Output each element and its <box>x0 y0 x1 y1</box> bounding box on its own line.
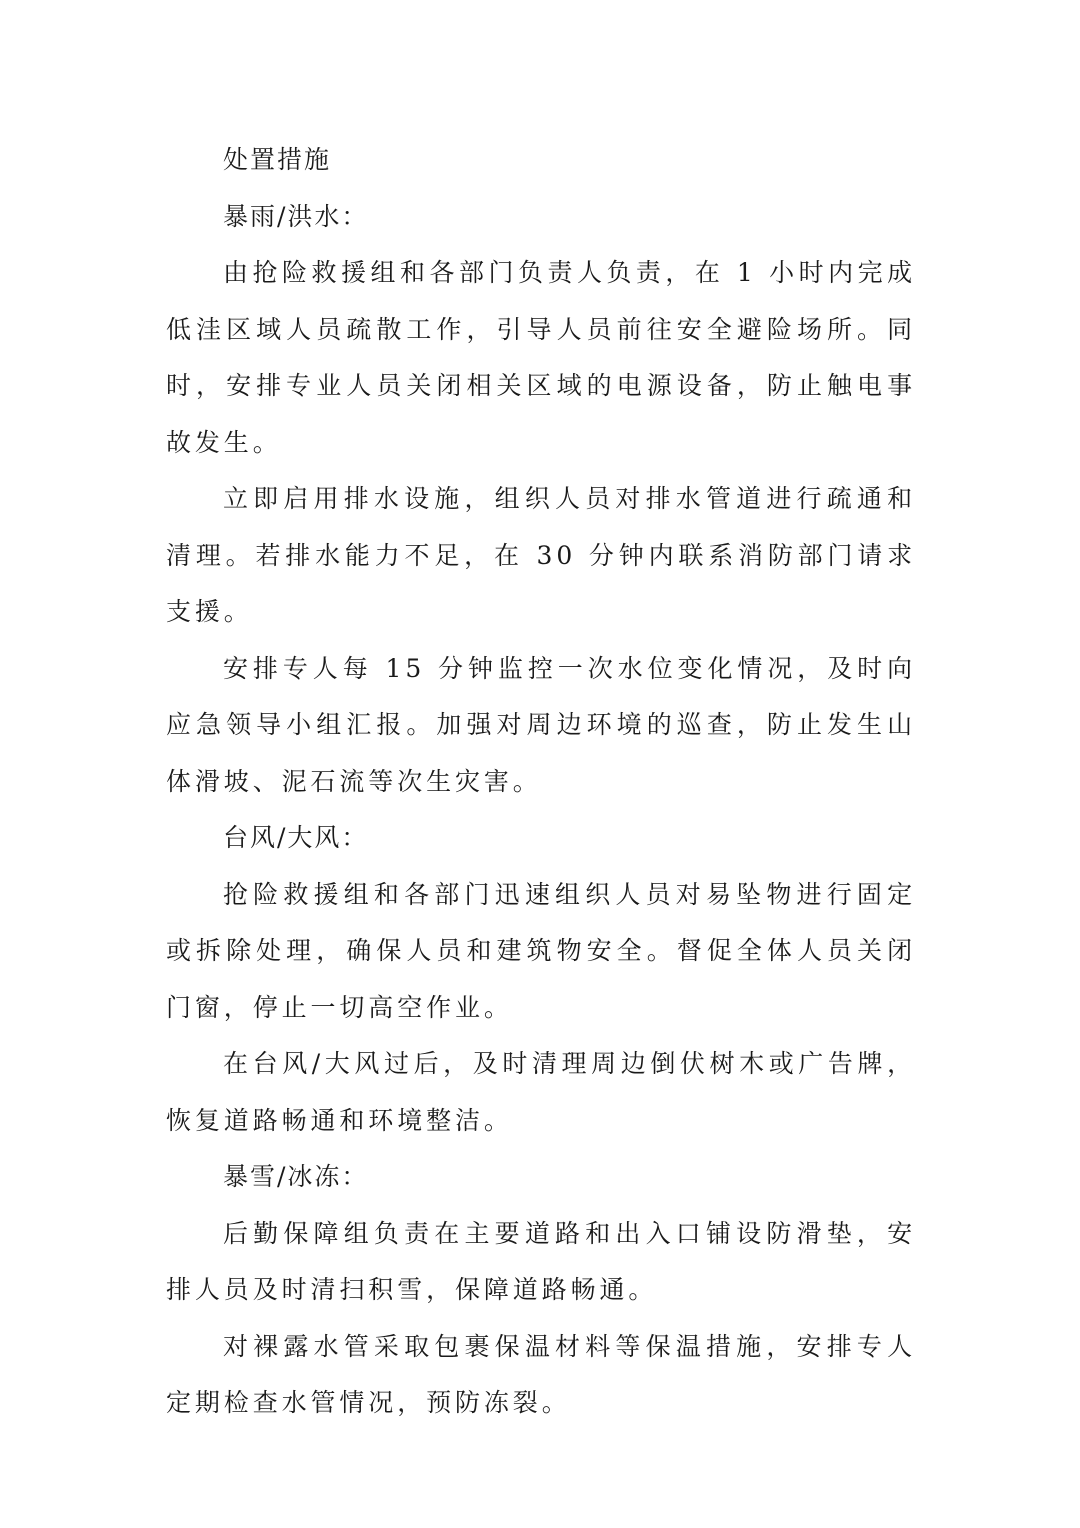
paragraph: 对裸露水管采取包裹保温材料等保温措施，安排专人定期检查水管情况，预防冻裂。 <box>166 1331 916 1417</box>
section-heading-rainstorm: 暴雨/洪水： <box>223 201 369 231</box>
page-title: 处置措施 <box>223 145 332 174</box>
section-heading-typhoon: 台风/大风： <box>223 823 369 852</box>
paragraph: 在台风/大风过后，及时清理周边倒伏树木或广告牌，恢复道路畅通和环境整洁。 <box>166 1049 916 1135</box>
paragraph: 后勤保障组负责在主要道路和出入口铺设防滑垫，安排人员及时清扫积雪，保障道路畅通。 <box>166 1218 916 1304</box>
document-body <box>166 132 916 1432</box>
paragraph: 抢险救援组和各部门迅速组织人员对易坠物进行固定或拆除处理，确保人员和建筑物安全。督促全体人员关闭门窗，停止一切高空作业。 <box>166 879 916 1022</box>
paragraph: 立即启用排水设施，组织人员对排水管道进行疏通和清理。若排水能力不足，在 30 分钟内联系消防部门请求支援。 <box>166 484 916 626</box>
section-heading-snowstorm: 暴雪/冰冻： <box>223 1162 369 1191</box>
paragraph: 安排专人每 15 分钟监控一次水位变化情况，及时向应急领导小组汇报。加强对周边环境的巡查，防止发生山体滑坡、泥石流等次生灾害。 <box>166 653 916 796</box>
paragraph: 由抢险救援组和各部门负责人负责，在 1 小时内完成低洼区域人员疏散工作，引导人员前往安全避险场所。同时，安排专业人员关闭相关区域的电源设备，防止触电事故发生。 <box>166 258 916 457</box>
